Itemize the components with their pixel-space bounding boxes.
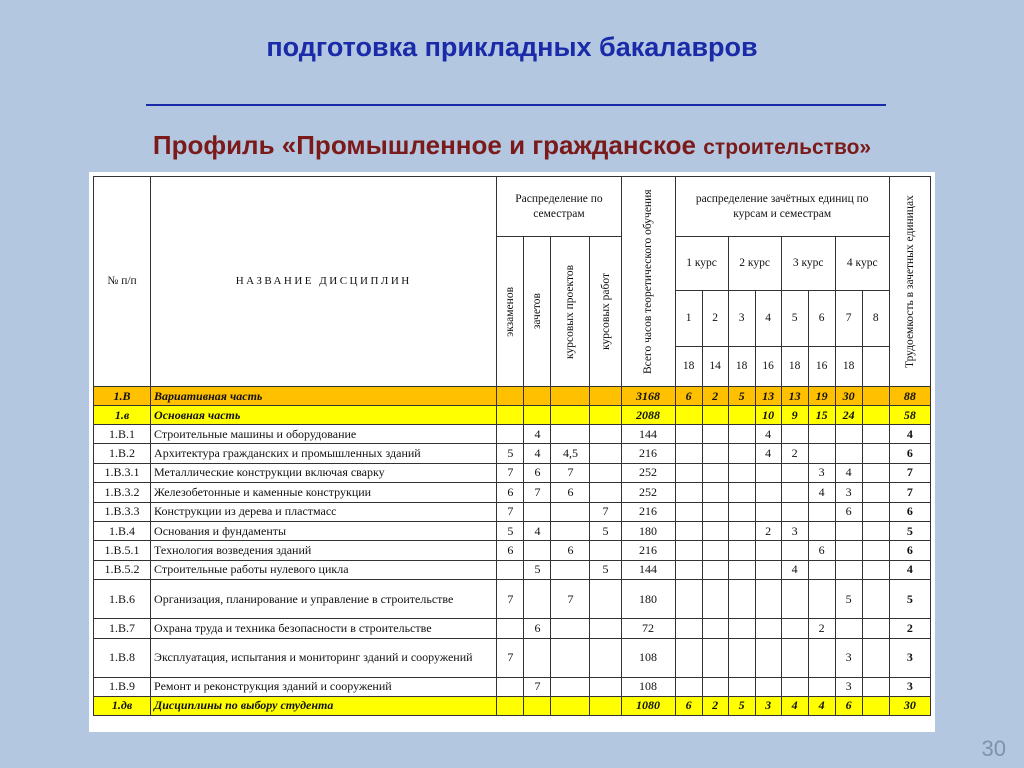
table-cell xyxy=(808,444,835,463)
discipline-name-cell: Основания и фундаменты xyxy=(151,521,497,540)
discipline-name-cell: Конструкции из дерева и пластмасс xyxy=(151,502,497,521)
header-name: НАЗВАНИЕ ДИСЦИПЛИН xyxy=(151,177,497,387)
table-cell xyxy=(551,425,590,444)
table-cell: 3 xyxy=(889,638,930,677)
table-cell: 7 xyxy=(497,638,524,677)
table-cell xyxy=(524,696,551,715)
table-cell: 4 xyxy=(889,425,930,444)
row-number-cell: 1.В.2 xyxy=(94,444,151,463)
table-cell xyxy=(524,502,551,521)
curriculum-table-body xyxy=(94,387,931,716)
table-cell: 4 xyxy=(835,463,862,482)
table-cell: 108 xyxy=(621,677,675,696)
table-cell xyxy=(862,444,889,463)
table-cell: 6 xyxy=(497,483,524,502)
header-credit-units-dist: распределение зачётных единиц по курсам и семестрам xyxy=(675,177,889,237)
table-cell: 6 xyxy=(675,696,702,715)
table-row xyxy=(94,444,931,463)
table-cell: 252 xyxy=(621,463,675,482)
table-cell: 3 xyxy=(889,677,930,696)
table-cell xyxy=(702,638,728,677)
table-cell: 6 xyxy=(551,483,590,502)
discipline-name-cell: Строительные машины и оборудование xyxy=(151,425,497,444)
table-cell xyxy=(862,521,889,540)
row-number-cell: 1.В xyxy=(94,387,151,406)
table-row xyxy=(94,387,931,406)
table-cell xyxy=(702,580,728,619)
table-cell: 72 xyxy=(621,619,675,638)
header-exams: экзаменов xyxy=(497,237,524,387)
table-cell xyxy=(755,463,781,482)
table-row xyxy=(94,483,931,502)
table-cell: 2 xyxy=(702,387,728,406)
table-cell xyxy=(590,463,621,482)
table-cell xyxy=(497,387,524,406)
table-cell: 5 xyxy=(889,580,930,619)
table-cell xyxy=(862,387,889,406)
header-semester-cell: 3 xyxy=(728,291,755,347)
table-cell: 6 xyxy=(835,502,862,521)
table-cell: 88 xyxy=(889,387,930,406)
table-cell xyxy=(862,560,889,579)
table-cell: 7 xyxy=(497,463,524,482)
table-cell: 108 xyxy=(621,638,675,677)
table-row xyxy=(94,463,931,482)
row-number-cell: 1.дв xyxy=(94,696,151,715)
table-cell: 7 xyxy=(551,463,590,482)
table-cell xyxy=(590,444,621,463)
table-cell: 4 xyxy=(755,444,781,463)
header-semester-cell: 4 xyxy=(755,291,781,347)
page-number: 30 xyxy=(981,736,1006,761)
table-cell xyxy=(728,483,755,502)
table-cell xyxy=(702,425,728,444)
table-row xyxy=(94,541,931,560)
table-cell xyxy=(675,425,702,444)
table-cell xyxy=(755,638,781,677)
table-cell: 180 xyxy=(621,580,675,619)
table-cell: 3 xyxy=(808,463,835,482)
curriculum-table-container xyxy=(89,172,935,732)
table-cell: 3 xyxy=(835,638,862,677)
header-semester-cell: 1 xyxy=(675,291,702,347)
header-semester-cell: 7 xyxy=(835,291,862,347)
table-cell: 6 xyxy=(675,387,702,406)
header-weeks-cell: 18 xyxy=(835,347,862,387)
table-cell: 4 xyxy=(808,696,835,715)
table-cell: 3 xyxy=(755,696,781,715)
table-row xyxy=(94,406,931,425)
discipline-name-cell: Строительные работы нулевого цикла xyxy=(151,560,497,579)
header-weeks-cell xyxy=(862,347,889,387)
discipline-name-cell: Металлические конструкции включая сварку xyxy=(151,463,497,482)
table-cell: 7 xyxy=(497,502,524,521)
row-number-cell: 1.В.5.2 xyxy=(94,560,151,579)
table-cell: 7 xyxy=(497,580,524,619)
table-row xyxy=(94,696,931,715)
table-cell xyxy=(524,387,551,406)
table-cell xyxy=(808,502,835,521)
table-cell: 6 xyxy=(497,541,524,560)
table-cell: 5 xyxy=(497,521,524,540)
table-cell xyxy=(862,502,889,521)
table-cell: 4 xyxy=(781,560,808,579)
table-cell xyxy=(835,521,862,540)
table-row xyxy=(94,619,931,638)
curriculum-table xyxy=(93,176,931,716)
table-cell xyxy=(702,677,728,696)
table-cell xyxy=(728,619,755,638)
table-cell xyxy=(755,677,781,696)
table-row xyxy=(94,425,931,444)
table-cell: 6 xyxy=(889,444,930,463)
table-cell xyxy=(497,406,524,425)
table-cell xyxy=(781,638,808,677)
table-cell: 10 xyxy=(755,406,781,425)
row-number-cell: 1.В.9 xyxy=(94,677,151,696)
table-cell: 2 xyxy=(755,521,781,540)
table-cell: 180 xyxy=(621,521,675,540)
table-cell: 5 xyxy=(590,560,621,579)
table-cell xyxy=(702,483,728,502)
header-weeks-cell: 18 xyxy=(781,347,808,387)
table-cell xyxy=(497,677,524,696)
table-cell xyxy=(675,483,702,502)
table-cell xyxy=(862,638,889,677)
header-course-3: 3 курс xyxy=(781,237,835,291)
table-cell xyxy=(728,406,755,425)
table-cell xyxy=(835,425,862,444)
table-cell xyxy=(862,406,889,425)
table-cell: 4 xyxy=(889,560,930,579)
table-cell: 5 xyxy=(590,521,621,540)
table-cell xyxy=(551,406,590,425)
table-cell xyxy=(755,560,781,579)
table-cell xyxy=(702,406,728,425)
table-cell: 6 xyxy=(524,463,551,482)
table-cell: 6 xyxy=(808,541,835,560)
header-num: № п/п xyxy=(94,177,151,387)
table-cell: 4 xyxy=(808,483,835,502)
header-semester-cell: 6 xyxy=(808,291,835,347)
table-cell xyxy=(728,502,755,521)
table-cell xyxy=(728,580,755,619)
table-cell: 30 xyxy=(889,696,930,715)
table-cell: 30 xyxy=(835,387,862,406)
table-cell: 15 xyxy=(808,406,835,425)
table-cell xyxy=(675,444,702,463)
table-cell xyxy=(590,483,621,502)
table-cell: 4,5 xyxy=(551,444,590,463)
discipline-name-cell: Организация, планирование и управление в строительстве xyxy=(151,580,497,619)
table-cell xyxy=(675,677,702,696)
row-number-cell: 1.В.3.3 xyxy=(94,502,151,521)
table-cell: 7 xyxy=(524,677,551,696)
table-cell xyxy=(781,483,808,502)
table-cell: 7 xyxy=(524,483,551,502)
table-cell xyxy=(781,463,808,482)
row-number-cell: 1.В.5.1 xyxy=(94,541,151,560)
table-cell xyxy=(551,521,590,540)
table-cell xyxy=(524,638,551,677)
table-cell: 4 xyxy=(781,696,808,715)
table-cell xyxy=(524,541,551,560)
table-cell xyxy=(497,619,524,638)
table-cell xyxy=(835,619,862,638)
table-cell xyxy=(590,580,621,619)
subtitle-main: Профиль «Промышленное и гражданское xyxy=(152,130,704,160)
table-cell: 5 xyxy=(835,580,862,619)
header-course-2: 2 курс xyxy=(728,237,781,291)
table-cell xyxy=(808,677,835,696)
table-cell: 5 xyxy=(728,387,755,406)
discipline-name-cell: Охрана труда и техника безопасности в строительстве xyxy=(151,619,497,638)
table-cell xyxy=(862,483,889,502)
slide-subtitle xyxy=(0,130,1024,161)
table-cell xyxy=(675,521,702,540)
table-cell xyxy=(862,677,889,696)
table-cell xyxy=(862,696,889,715)
table-cell xyxy=(497,425,524,444)
table-cell: 216 xyxy=(621,444,675,463)
table-cell: 6 xyxy=(889,541,930,560)
table-cell xyxy=(675,580,702,619)
table-cell xyxy=(755,541,781,560)
table-cell: 3 xyxy=(781,521,808,540)
table-cell xyxy=(675,541,702,560)
header-total-hours: Всего часов теоретического обучения xyxy=(621,177,675,387)
discipline-name-cell: Дисциплины по выбору студента xyxy=(151,696,497,715)
row-number-cell: 1.в xyxy=(94,406,151,425)
table-cell: 58 xyxy=(889,406,930,425)
table-cell xyxy=(862,425,889,444)
header-course-projects: курсовых проектов xyxy=(551,237,590,387)
row-number-cell: 1.В.1 xyxy=(94,425,151,444)
table-cell xyxy=(590,425,621,444)
header-semester-cell: 2 xyxy=(702,291,728,347)
table-cell: 9 xyxy=(781,406,808,425)
table-cell xyxy=(590,677,621,696)
table-cell: 5 xyxy=(889,521,930,540)
table-row xyxy=(94,521,931,540)
table-cell xyxy=(702,502,728,521)
title-underline xyxy=(146,104,886,106)
table-cell xyxy=(862,619,889,638)
discipline-name-cell: Вариативная часть xyxy=(151,387,497,406)
table-cell xyxy=(551,502,590,521)
table-cell: 6 xyxy=(889,502,930,521)
header-course-works: курсовых работ xyxy=(590,237,621,387)
table-row xyxy=(94,638,931,677)
table-cell: 7 xyxy=(590,502,621,521)
row-number-cell: 1.В.3.1 xyxy=(94,463,151,482)
table-cell: 3 xyxy=(835,483,862,502)
table-cell xyxy=(862,463,889,482)
table-cell xyxy=(808,580,835,619)
header-distribution: Распределение по семестрам xyxy=(497,177,621,237)
table-cell xyxy=(590,406,621,425)
table-cell xyxy=(590,696,621,715)
table-cell xyxy=(551,387,590,406)
table-cell: 7 xyxy=(551,580,590,619)
table-cell: 7 xyxy=(889,463,930,482)
table-cell xyxy=(781,580,808,619)
discipline-name-cell: Ремонт и реконструкция зданий и сооружений xyxy=(151,677,497,696)
header-weeks-cell: 14 xyxy=(702,347,728,387)
table-cell xyxy=(728,444,755,463)
table-cell xyxy=(808,425,835,444)
slide-title: подготовка прикладных бакалавров xyxy=(266,32,758,62)
table-cell: 24 xyxy=(835,406,862,425)
table-cell: 4 xyxy=(524,521,551,540)
table-cell: 216 xyxy=(621,541,675,560)
header-credits: зачетов xyxy=(524,237,551,387)
table-row xyxy=(94,677,931,696)
header-course-4: 4 курс xyxy=(835,237,889,291)
table-cell xyxy=(590,619,621,638)
table-cell xyxy=(728,677,755,696)
table-cell: 2088 xyxy=(621,406,675,425)
table-cell xyxy=(808,638,835,677)
table-cell xyxy=(551,677,590,696)
table-cell xyxy=(702,444,728,463)
table-cell xyxy=(675,463,702,482)
table-cell xyxy=(728,463,755,482)
table-cell xyxy=(781,502,808,521)
table-cell xyxy=(728,541,755,560)
table-cell xyxy=(835,444,862,463)
table-cell xyxy=(808,521,835,540)
table-cell xyxy=(755,502,781,521)
header-labor-intensity: Трудоемкость в зачетных единицах xyxy=(889,177,930,387)
header-weeks-cell: 16 xyxy=(755,347,781,387)
table-cell xyxy=(524,406,551,425)
table-cell: 2 xyxy=(808,619,835,638)
table-cell: 7 xyxy=(889,483,930,502)
table-cell: 252 xyxy=(621,483,675,502)
table-row xyxy=(94,502,931,521)
row-number-cell: 1.В.8 xyxy=(94,638,151,677)
table-cell xyxy=(835,560,862,579)
table-row xyxy=(94,560,931,579)
table-cell xyxy=(590,387,621,406)
table-cell: 2 xyxy=(781,444,808,463)
table-cell xyxy=(675,502,702,521)
table-cell: 2 xyxy=(889,619,930,638)
table-cell xyxy=(551,696,590,715)
discipline-name-cell: Технология возведения зданий xyxy=(151,541,497,560)
table-cell xyxy=(675,619,702,638)
table-cell: 4 xyxy=(524,425,551,444)
header-weeks-cell: 18 xyxy=(675,347,702,387)
table-cell xyxy=(702,463,728,482)
table-cell xyxy=(702,521,728,540)
table-cell: 6 xyxy=(551,541,590,560)
discipline-name-cell: Архитектура гражданских и промышленных зданий xyxy=(151,444,497,463)
table-cell xyxy=(551,638,590,677)
table-cell xyxy=(728,425,755,444)
table-cell: 4 xyxy=(524,444,551,463)
table-cell xyxy=(702,541,728,560)
table-cell xyxy=(728,638,755,677)
table-cell: 4 xyxy=(755,425,781,444)
table-cell xyxy=(728,560,755,579)
row-number-cell: 1.В.3.2 xyxy=(94,483,151,502)
header-semester-cell: 5 xyxy=(781,291,808,347)
table-cell: 13 xyxy=(781,387,808,406)
table-cell xyxy=(862,541,889,560)
table-cell: 3168 xyxy=(621,387,675,406)
table-cell: 3 xyxy=(835,677,862,696)
table-cell: 2 xyxy=(702,696,728,715)
table-cell: 1080 xyxy=(621,696,675,715)
table-cell: 5 xyxy=(524,560,551,579)
table-row xyxy=(94,580,931,619)
header-semester-cell: 8 xyxy=(862,291,889,347)
discipline-name-cell: Эксплуатация, испытания и мониторинг зданий и сооружений xyxy=(151,638,497,677)
table-cell xyxy=(590,638,621,677)
table-cell: 6 xyxy=(524,619,551,638)
table-cell xyxy=(781,541,808,560)
table-cell xyxy=(675,406,702,425)
table-cell xyxy=(755,483,781,502)
table-cell xyxy=(551,560,590,579)
discipline-name-cell: Железобетонные и каменные конструкции xyxy=(151,483,497,502)
table-cell xyxy=(781,619,808,638)
table-cell xyxy=(808,560,835,579)
discipline-name-cell: Основная часть xyxy=(151,406,497,425)
table-cell: 19 xyxy=(808,387,835,406)
table-cell xyxy=(862,580,889,619)
table-cell xyxy=(835,541,862,560)
table-cell xyxy=(781,677,808,696)
table-cell: 144 xyxy=(621,560,675,579)
header-weeks-cell: 18 xyxy=(728,347,755,387)
table-cell xyxy=(590,541,621,560)
subtitle-small: строительство» xyxy=(703,136,872,159)
table-cell xyxy=(702,560,728,579)
table-cell xyxy=(675,638,702,677)
table-cell xyxy=(728,521,755,540)
table-cell: 13 xyxy=(755,387,781,406)
table-cell: 216 xyxy=(621,502,675,521)
table-cell xyxy=(702,619,728,638)
table-cell xyxy=(497,560,524,579)
header-weeks-cell: 16 xyxy=(808,347,835,387)
table-cell: 5 xyxy=(728,696,755,715)
table-cell: 5 xyxy=(497,444,524,463)
table-cell xyxy=(551,619,590,638)
table-cell xyxy=(524,580,551,619)
table-cell xyxy=(755,619,781,638)
row-number-cell: 1.В.6 xyxy=(94,580,151,619)
table-cell xyxy=(497,696,524,715)
table-cell: 144 xyxy=(621,425,675,444)
table-cell xyxy=(781,425,808,444)
header-course-1: 1 курс xyxy=(675,237,728,291)
table-cell xyxy=(675,560,702,579)
row-number-cell: 1.В.7 xyxy=(94,619,151,638)
table-cell xyxy=(755,580,781,619)
row-number-cell: 1.В.4 xyxy=(94,521,151,540)
table-cell: 6 xyxy=(835,696,862,715)
